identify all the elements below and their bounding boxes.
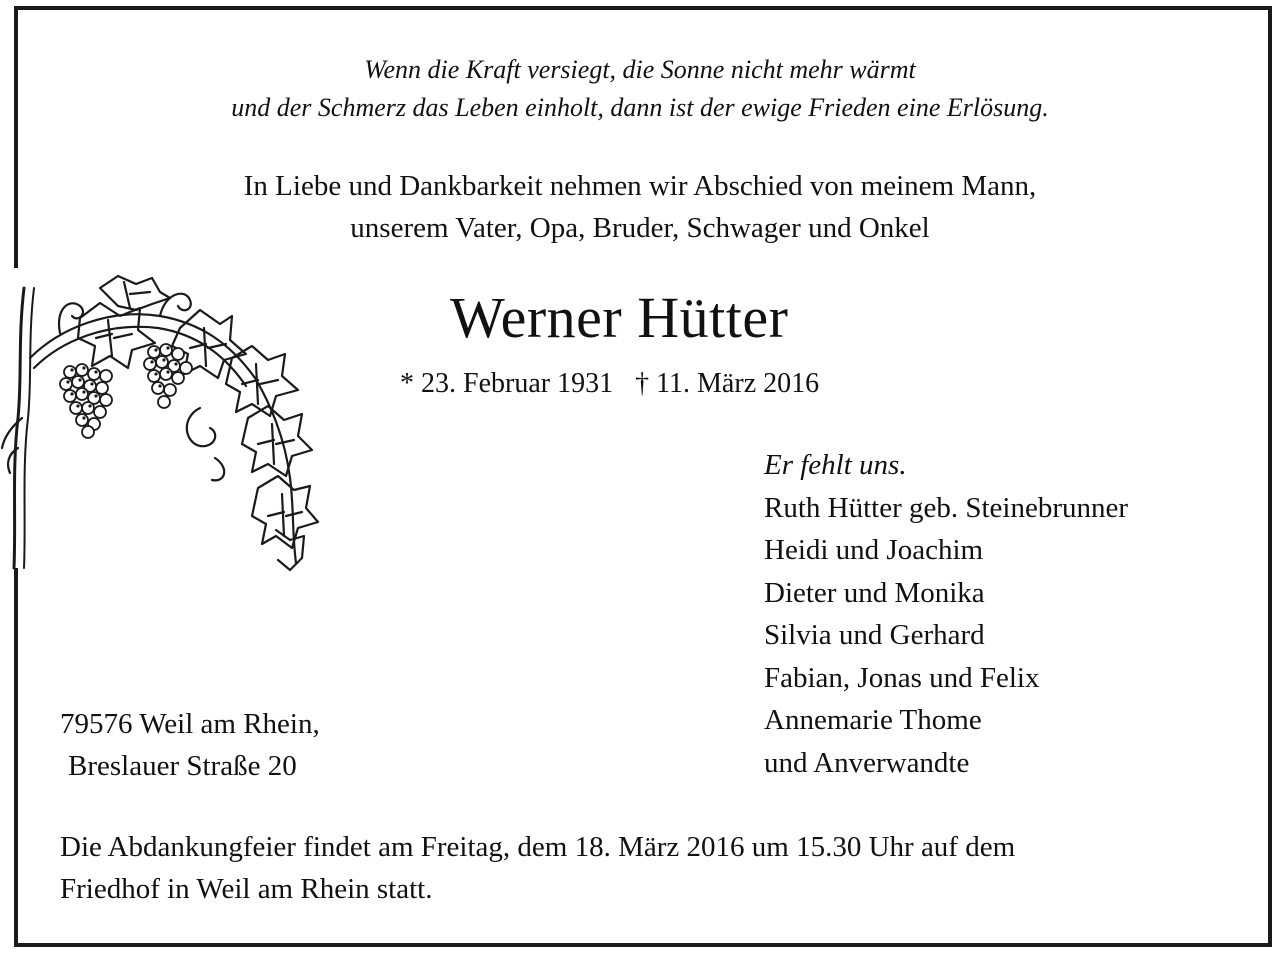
- ceremony-notice: [60, 826, 1015, 910]
- family-list: [764, 444, 1128, 784]
- family-member: Heidi und Joachim: [764, 534, 984, 566]
- birth-date: * 23. Februar 1931: [400, 368, 614, 399]
- address: [60, 703, 320, 787]
- family-member: Ruth Hütter geb. Steinebrunner: [764, 491, 1129, 524]
- family-member: Fabian, Jonas und Felix: [764, 661, 1040, 694]
- family-member: Silvia und Gerhard: [764, 619, 985, 651]
- motto-line-1: Wenn die Kraft versiegt, die Sonne nicht mehr wärmt: [364, 55, 916, 84]
- motto: [0, 51, 1280, 127]
- intro-line-1: In Liebe und Dankbarkeit nehmen wir Abschied von meinem Mann,: [243, 170, 1037, 202]
- family-member: und Anverwandte: [764, 746, 970, 779]
- death-date: † 11. März 2016: [635, 368, 820, 399]
- grapevine-icon: [0, 268, 320, 573]
- address-line-2: Breslauer Straße 20: [68, 750, 297, 782]
- family-lead: Er fehlt uns.: [764, 449, 907, 481]
- ceremony-line-1: Die Abdankungfeier findet am Freitag, dem 18. März 2016 um 15.30 Uhr auf dem: [60, 831, 1016, 863]
- intro-text: [0, 165, 1280, 249]
- family-member: Annemarie Thome: [764, 704, 982, 736]
- motto-line-2: und der Schmerz das Leben einholt, dann ist der ewige Frieden eine Erlösung.: [231, 93, 1049, 122]
- ceremony-line-2: Friedhof in Weil am Rhein statt.: [60, 873, 433, 905]
- deceased-name: Werner Hütter: [450, 285, 789, 350]
- address-line-1: 79576 Weil am Rhein,: [60, 708, 320, 740]
- family-member: Dieter und Monika: [764, 576, 985, 609]
- intro-line-2: unserem Vater, Opa, Bruder, Schwager und Onkel: [350, 212, 930, 244]
- life-dates: [400, 367, 819, 401]
